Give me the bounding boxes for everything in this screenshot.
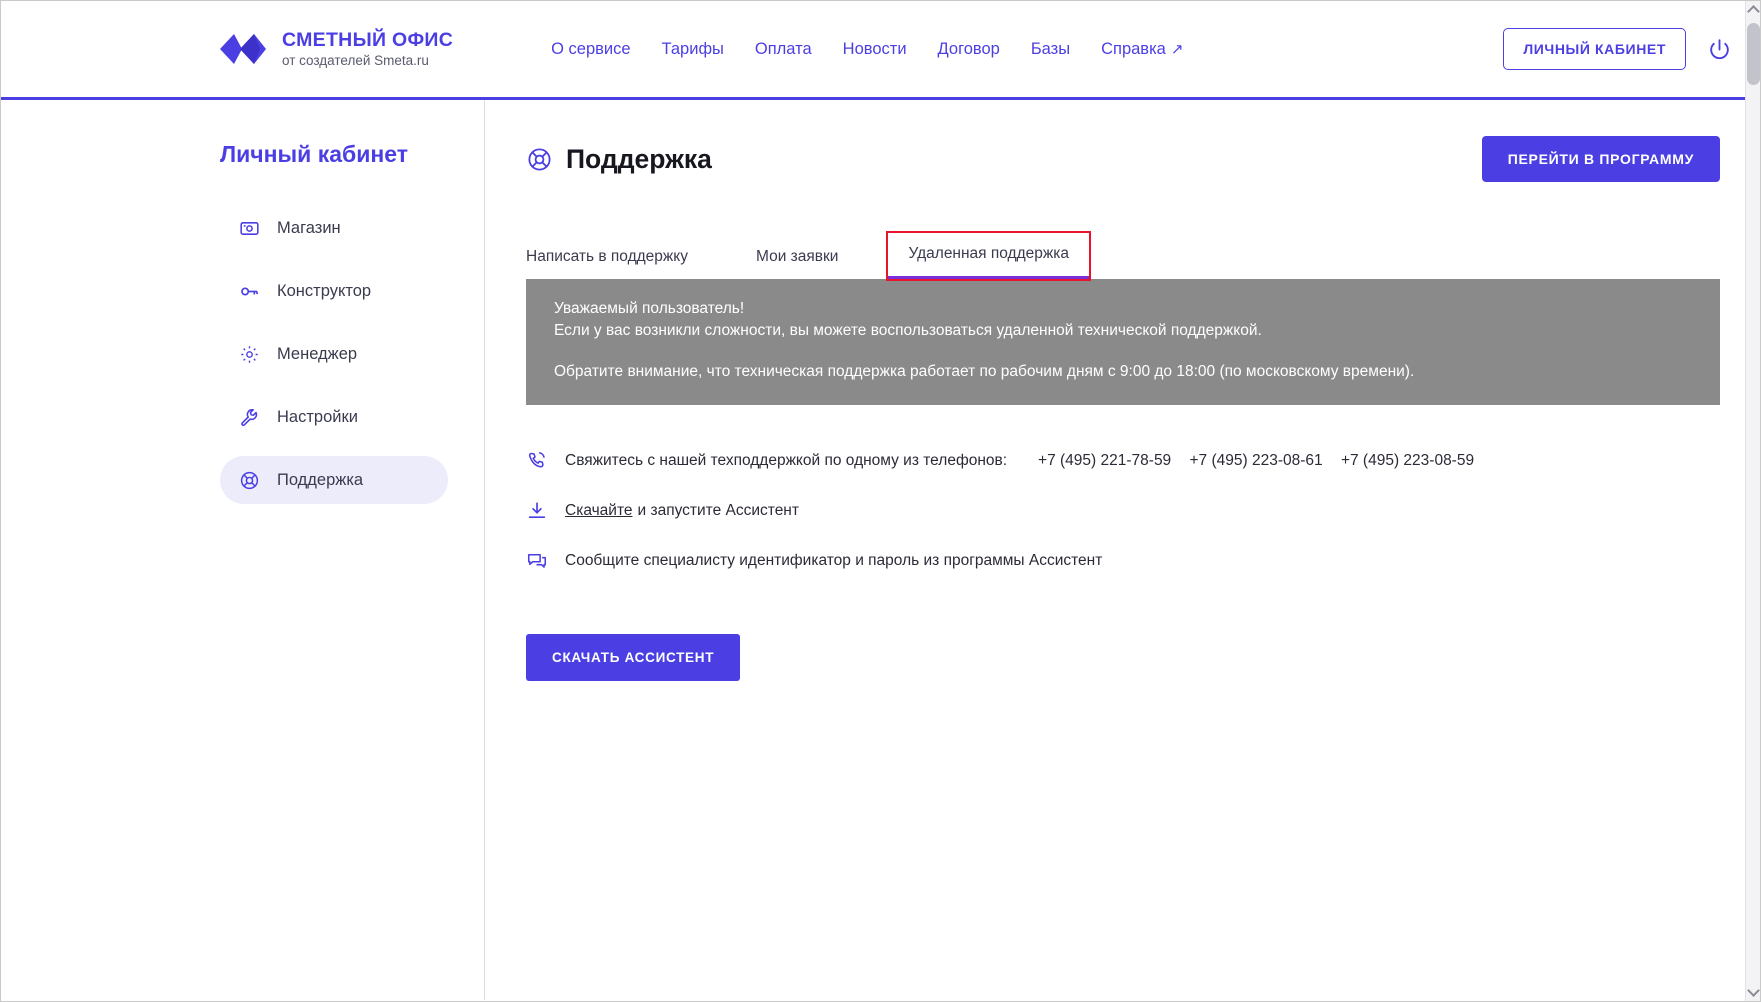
step-text: Сообщите специалисту идентификатор и пароль из программы Ассистент [565,552,1103,570]
scroll-down-icon[interactable] [1747,984,1760,997]
step-text: Свяжитесь с нашей техподдержкой по одному из телефонов: [565,452,1008,470]
shop-icon [239,218,260,239]
sidebar-item-label: Поддержка [277,470,364,489]
key-icon [239,281,260,302]
chat-icon [526,550,548,572]
wrench-icon [239,407,260,428]
nav-item-help[interactable] [1101,40,1183,59]
step-download-assistant [526,486,1720,536]
diamond-logo-icon [216,28,268,70]
download-assistant-link[interactable]: Скачайте [565,502,633,520]
download-icon [526,500,548,522]
step-call-support [526,436,1720,486]
sidebar [1,100,485,1000]
header-actions [1503,28,1732,70]
step-text: и запустите Ассистент [637,502,799,520]
sidebar-item-label: Настройки [277,407,358,426]
main-content [485,100,1760,1000]
brand-subtitle: от создателей Smeta.ru [282,52,429,68]
nav-item-contract[interactable] [938,40,1000,59]
sidebar-item-support[interactable] [220,456,448,504]
nav-item-payment[interactable] [755,40,812,59]
support-tabs [526,234,1720,279]
page-body [1,100,1760,1000]
tab-my-requests[interactable]: Мои заявки [756,248,839,265]
power-icon[interactable] [1706,36,1732,62]
sidebar-item-shop[interactable] [220,204,448,252]
nav-label: Оплата [754,39,812,58]
go-to-program-button[interactable]: ПЕРЕЙТИ В ПРОГРАММУ [1482,136,1720,182]
support-phone[interactable]: +7 (495) 223-08-61 [1189,452,1323,470]
phone-call-icon [526,450,548,472]
notice-line-1: Уважаемый пользователь! [554,300,745,317]
notice-line-3: Обратите внимание, что техническая поддержка работает по рабочим дням с 9:00 до 18:00 (по московскому времени). [554,362,1415,380]
support-steps [526,436,1720,586]
tab-remote-support[interactable]: Удаленная поддержка [888,233,1089,279]
page-title: Поддержка [566,143,712,174]
sidebar-title: Личный кабинет [220,141,408,167]
nav-item-about[interactable] [551,40,630,59]
sidebar-item-label: Магазин [277,218,341,237]
gear-icon [239,344,260,365]
sidebar-menu [1,204,484,519]
step-tell-specialist [526,536,1720,586]
nav-label: Справка [1101,39,1166,58]
page-scrollbar[interactable] [1745,1,1760,1001]
sidebar-item-label: Конструктор [277,281,372,300]
external-link-icon: ↗ [1170,40,1184,58]
brand-logo-block[interactable] [216,28,453,70]
nav-item-news[interactable] [843,40,907,59]
site-header [1,1,1760,100]
main-nav [551,40,1183,59]
scroll-up-icon[interactable] [1747,5,1760,18]
support-phone[interactable]: +7 (495) 221-78-59 [1038,452,1172,470]
download-assistant-button[interactable]: СКАЧАТЬ АССИСТЕНТ [526,634,740,681]
tab-write-to-support[interactable]: Написать в поддержку [526,248,688,265]
brand-title: СМЕТНЫЙ ОФИС [282,28,454,51]
nav-label: Тарифы [661,39,724,58]
personal-cabinet-button[interactable]: ЛИЧНЫЙ КАБИНЕТ [1503,28,1686,70]
support-phone-list [1024,452,1474,470]
sidebar-item-label: Менеджер [277,344,358,363]
scrollbar-thumb[interactable] [1747,23,1760,85]
sidebar-item-settings[interactable] [220,393,448,441]
nav-label: Договор [937,39,1000,58]
support-phone[interactable]: +7 (495) 223-08-59 [1340,452,1475,470]
lifebuoy-icon [526,146,553,173]
page-title-block [526,144,712,175]
nav-item-bases[interactable] [1031,40,1070,59]
nav-label: О сервисе [551,39,631,58]
sidebar-item-constructor[interactable] [220,267,448,315]
content-header [526,136,1720,182]
nav-label: Новости [842,39,907,58]
notice-line-2: Если у вас возникли сложности, вы можете воспользоваться удаленной технической поддержкой. [554,322,1262,340]
nav-label: Базы [1030,39,1071,58]
lifebuoy-icon [239,470,260,491]
notice-banner [526,279,1720,405]
nav-item-tariffs[interactable] [662,40,724,59]
sidebar-item-manager[interactable] [220,330,448,378]
